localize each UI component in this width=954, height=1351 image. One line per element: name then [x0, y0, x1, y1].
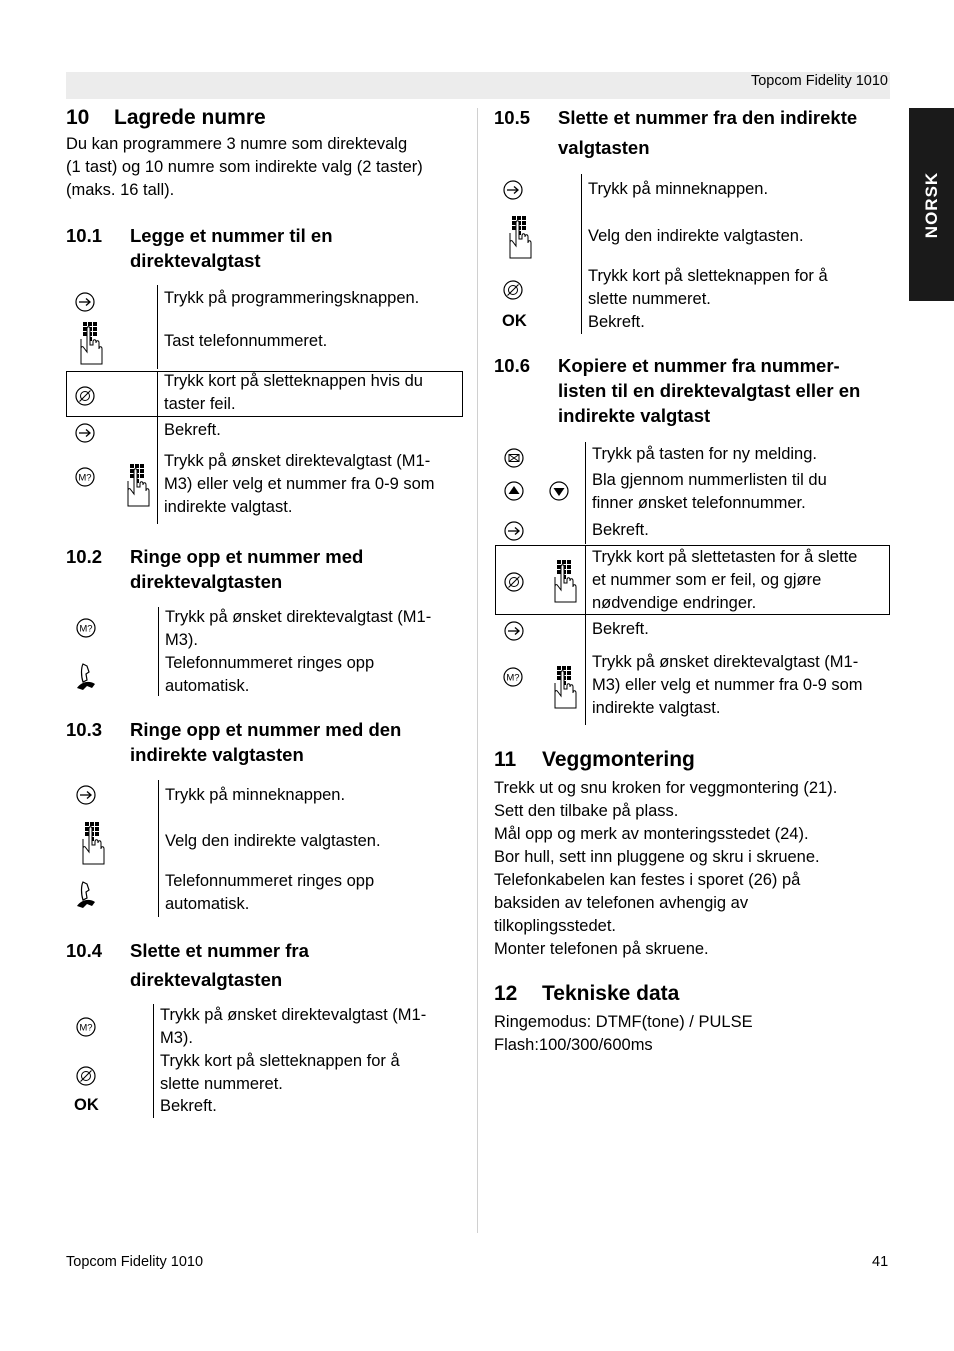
memory-key-icon	[76, 1017, 97, 1038]
section-12-heading: 12 Tekniske data	[494, 982, 680, 1005]
step-text: Trykk kort på sletteknappen for å slette nummeret.	[588, 267, 828, 308]
confirm-button-icon	[504, 621, 525, 642]
handset-icon	[75, 662, 97, 692]
step-text: Trykk på tasten for ny melding.	[592, 445, 817, 463]
step-text: Bekreft.	[592, 521, 649, 539]
keypad-icon	[552, 665, 578, 711]
memory-button-icon	[503, 180, 524, 201]
keypad-icon	[80, 821, 106, 867]
step-text: Trykk på minneknappen.	[165, 786, 346, 804]
column-divider	[477, 108, 478, 1233]
header-title: Topcom Fidelity 1010	[750, 73, 888, 89]
delete-button-icon	[75, 386, 96, 407]
step-text: Velg den indirekte valgtasten.	[165, 832, 381, 850]
step-text: Tast telefonnummeret.	[164, 332, 328, 350]
footer-title: Topcom Fidelity 1010	[66, 1254, 204, 1270]
section-12-body: Ringemodus: DTMF(tone) / PULSE Flash:100/300/600ms	[494, 1013, 753, 1054]
ok-button-label: OK	[502, 312, 527, 330]
memory-button-icon	[76, 785, 97, 806]
step-text: Bekreft.	[588, 313, 645, 331]
memory-key-icon	[503, 667, 524, 688]
step-divider	[585, 615, 586, 725]
section-11-body: Trekk ut og snu kroken for veggmontering (21). Sett den tilbake på plass. Mål opp og merk av monteringsstedet (24). Bor hull, sett inn pluggene og skru i skruene. Telefonkabelen kan festes i sporet (26) på baksiden av telefonen avhengig av tilkoplingsstedet. Monter telefonen på skruene.	[494, 779, 838, 958]
step-text: Bekreft.	[160, 1097, 217, 1115]
mail-button-icon	[504, 448, 525, 469]
section-10-6-heading: 10.6 Kopiere et nummer fra nummer- listen til en direktevalgtast eller en indirekte valgtast	[494, 355, 861, 426]
step-divider	[153, 1004, 154, 1118]
delete-button-icon	[503, 280, 524, 301]
step-text: Trykk på ønsket direktevalgtast (M1- M3).	[165, 608, 432, 649]
section-10-3-heading: 10.3 Ringe opp et nummer med den indirekte valgtasten	[66, 719, 402, 765]
step-text: Trykk kort på sletteknappen hvis du taster feil.	[164, 372, 423, 413]
section-10-body: Du kan programmere 3 numre som direktevalg (1 tast) og 10 numre som indirekte valg (2 taster) (maks. 16 tall).	[66, 135, 423, 199]
keypad-icon	[78, 321, 104, 367]
memory-key-icon	[75, 467, 96, 488]
step-text: Trykk på ønsket direktevalgtast (M1- M3) eller velg et nummer fra 0-9 som indirekte valgtast.	[164, 452, 435, 516]
step-divider	[581, 174, 582, 334]
ok-button-label: OK	[74, 1096, 99, 1114]
delete-button-icon	[504, 572, 525, 593]
section-10-heading: 10 Lagrede numre	[66, 106, 266, 129]
language-tab	[909, 108, 954, 301]
step-divider	[157, 417, 158, 524]
step-text: Trykk kort på sletteknappen for å slette nummeret.	[160, 1052, 400, 1093]
step-text: Bekreft.	[592, 620, 649, 638]
section-10-2-heading: 10.2 Ringe opp et nummer med direktevalgtasten	[66, 546, 364, 592]
keypad-icon	[552, 559, 578, 605]
step-text: Trykk på ønsket direktevalgtast (M1- M3).	[160, 1006, 427, 1047]
step-text: Trykk kort på slettetasten for å slette et nummer som er feil, og gjøre nødvendige endringer.	[592, 548, 858, 612]
step-divider	[158, 607, 159, 696]
confirm-button-icon	[504, 521, 525, 542]
step-text: Bla gjennom nummerlisten til du finner ønsket telefonnummer.	[592, 471, 827, 512]
section-10-5-heading: 10.5 Slette et nummer fra den indirekte valgtasten	[494, 107, 858, 158]
step-text: Telefonnummeret ringes opp automatisk.	[165, 872, 375, 913]
delete-button-icon	[76, 1066, 97, 1087]
section-10-1-heading: 10.1 Legge et nummer til en direktevalgtast	[66, 225, 333, 271]
step-text: Bekreft.	[164, 421, 221, 439]
keypad-icon	[125, 463, 151, 509]
step-text: Trykk på minneknappen.	[588, 180, 769, 198]
step-text: Trykk på ønsket direktevalgtast (M1- M3) eller velg et nummer fra 0-9 som indirekte valgtast.	[592, 653, 863, 717]
scroll-up-icon	[504, 481, 525, 502]
page-number: 41	[872, 1254, 889, 1270]
step-divider	[585, 442, 586, 544]
step-text: Telefonnummeret ringes opp automatisk.	[165, 654, 375, 695]
step-text: Trykk på programmeringsknappen.	[164, 289, 420, 307]
step-divider	[585, 545, 586, 615]
memory-key-icon	[76, 618, 97, 639]
scroll-down-icon	[549, 481, 570, 502]
step-divider	[158, 780, 159, 917]
step-divider	[157, 285, 158, 369]
keypad-icon	[507, 215, 533, 261]
step-divider	[157, 371, 158, 417]
confirm-button-icon	[75, 423, 96, 444]
handset-icon	[75, 880, 97, 910]
step-text: Velg den indirekte valgtasten.	[588, 227, 804, 245]
section-11-heading: 11 Veggmontering	[494, 748, 695, 771]
language-tab-label: NORSK	[921, 171, 941, 238]
program-button-icon	[75, 292, 96, 313]
section-10-4-heading: 10.4 Slette et nummer fra direktevalgtasten	[66, 940, 309, 990]
